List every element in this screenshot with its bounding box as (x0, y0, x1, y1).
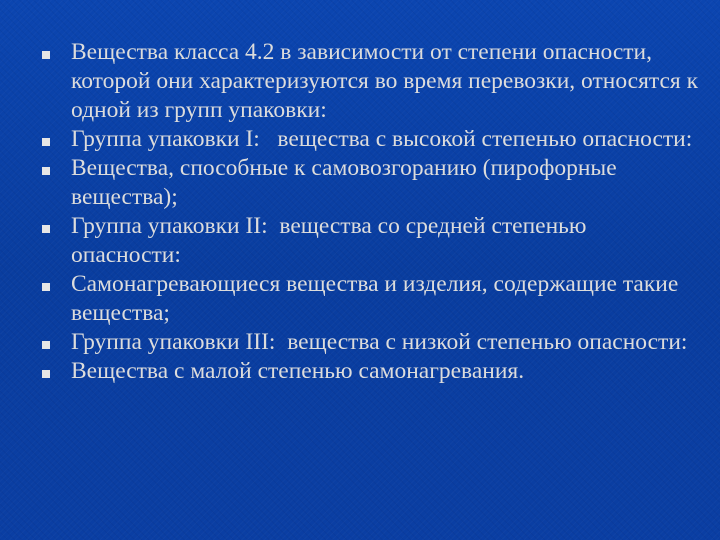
bullet-text: Группа упаковки III: вещества с низкой степенью опасности: (71, 329, 688, 355)
square-bullet-icon (42, 138, 50, 146)
square-bullet-icon (42, 51, 50, 59)
square-bullet-icon (42, 341, 50, 349)
bullet-item (42, 328, 702, 357)
bullet-item (42, 357, 702, 386)
bullet-item (42, 270, 702, 328)
square-bullet-icon (42, 167, 50, 175)
square-bullet-icon (42, 225, 50, 233)
bullet-text: Вещества с малой степенью самонагревания. (71, 358, 525, 384)
bullet-text: Самонагревающиеся вещества и изделия, содержащие такие вещества; (71, 271, 679, 326)
bullet-item (42, 154, 702, 212)
bullet-item (42, 212, 702, 270)
bullet-item (42, 38, 702, 125)
bullet-text: Группа упаковки I: вещества с высокой степенью опасности: (71, 126, 693, 152)
bullet-item (42, 125, 702, 154)
bullet-list (42, 38, 702, 386)
square-bullet-icon (42, 283, 50, 291)
square-bullet-icon (42, 370, 50, 378)
bullet-text: Вещества, способные к самовозгоранию (пирофорные вещества); (71, 155, 617, 210)
bullet-text: Группа упаковки II: вещества со средней степенью опасности: (71, 213, 593, 268)
bullet-text: Вещества класса 4.2 в зависимости от степени опасности, которой они характеризуются во время перевозки, относятся к одной из групп упаковки: (71, 39, 698, 123)
